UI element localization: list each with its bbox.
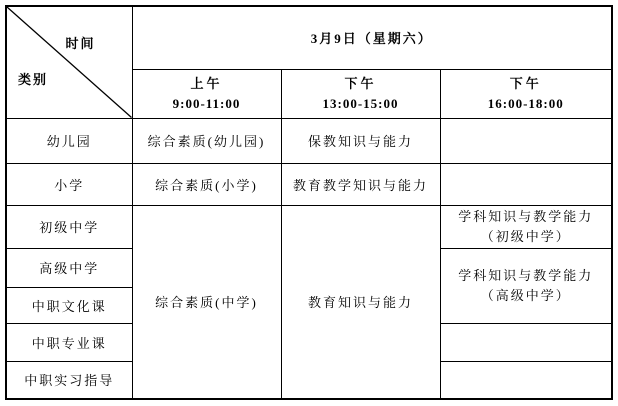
- junior-subject-line1: 学科知识与教学能力: [458, 208, 594, 224]
- cell-category-kindergarten: 幼儿园: [6, 118, 132, 163]
- senior-subject-line2: （高级中学）: [480, 287, 571, 303]
- session-header-morning: [132, 69, 281, 118]
- corner-category-label: 类别: [18, 72, 49, 87]
- cell-category-voc-intern: 中职实习指导: [6, 361, 132, 399]
- cell-category-primary: 小学: [6, 163, 132, 205]
- corner-cell: [6, 6, 132, 118]
- cell-primary-afternoon1: 教育教学知识与能力: [281, 163, 440, 205]
- row-junior-middle: [6, 205, 612, 248]
- cell-primary-morning: 综合素质(小学): [132, 163, 281, 205]
- cell-kindergarten-morning: 综合素质(幼儿园): [132, 118, 281, 163]
- corner-time-label: 时间: [65, 36, 96, 51]
- cell-kindergarten-afternoon2-empty: [440, 118, 612, 163]
- senior-subject-line1: 学科知识与教学能力: [458, 267, 594, 283]
- junior-subject-line2: （初级中学）: [480, 228, 571, 244]
- cell-voc-intern-afternoon2-empty: [440, 361, 612, 399]
- cell-senior-afternoon2-merged: [440, 248, 612, 323]
- session-morning-period: 上午: [190, 75, 223, 91]
- cell-category-junior: 初级中学: [6, 205, 132, 248]
- exam-schedule-table: [5, 5, 613, 400]
- session-header-afternoon2: [440, 69, 612, 118]
- cell-category-voc-major: 中职专业课: [6, 323, 132, 361]
- session-afternoon1-time: 13:00-15:00: [322, 95, 399, 111]
- diagonal-divider-line: [7, 7, 132, 118]
- session-header-afternoon1: [281, 69, 440, 118]
- cell-voc-major-afternoon2-empty: [440, 323, 612, 361]
- cell-category-voc-culture: 中职文化课: [6, 287, 132, 323]
- session-afternoon2-period: 下午: [509, 75, 542, 91]
- cell-secondary-afternoon1-merged: 教育知识与能力: [281, 205, 440, 399]
- header-row-date: [6, 6, 612, 69]
- cell-primary-afternoon2-empty: [440, 163, 612, 205]
- cell-secondary-morning-merged: 综合素质(中学): [132, 205, 281, 399]
- row-primary: [6, 163, 612, 205]
- session-morning-time: 9:00-11:00: [172, 95, 241, 111]
- session-afternoon1-period: 下午: [344, 75, 377, 91]
- cell-junior-afternoon2: [440, 205, 612, 248]
- cell-kindergarten-afternoon1: 保教知识与能力: [281, 118, 440, 163]
- session-afternoon2-time: 16:00-18:00: [487, 95, 564, 111]
- date-header-cell: 3月9日（星期六）: [132, 6, 612, 69]
- row-kindergarten: [6, 118, 612, 163]
- cell-category-senior: 高级中学: [6, 248, 132, 287]
